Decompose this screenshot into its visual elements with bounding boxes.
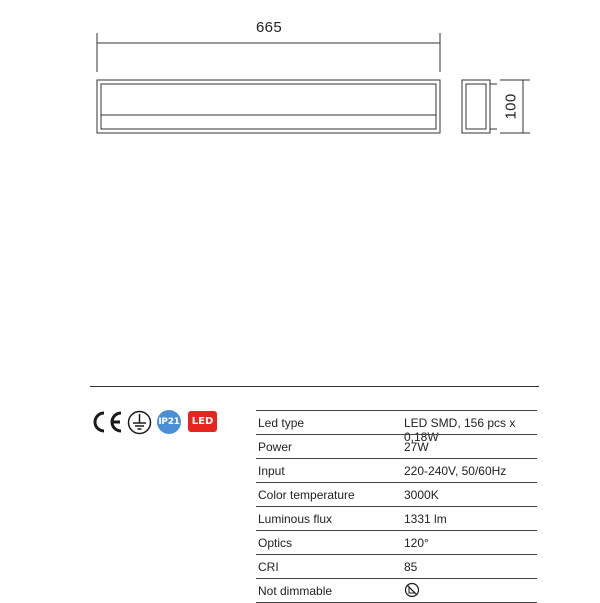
spec-row-led-type (256, 410, 537, 444)
front-view (97, 80, 440, 133)
spec-row-luminous-flux (256, 506, 537, 530)
height-dimension-label: 100 (502, 93, 520, 120)
spec-value: 220-240V, 50/60Hz (404, 464, 507, 478)
spec-label: Color temperature (258, 488, 355, 502)
spec-row-not-dimmable (256, 578, 537, 603)
spec-value: 27W (404, 440, 429, 454)
specifications-table (256, 410, 537, 603)
spec-label: Optics (258, 536, 293, 550)
spec-row-cri (256, 554, 537, 578)
spec-label: Power (258, 440, 293, 454)
spec-row-optics (256, 530, 537, 554)
spec-label: Led type (258, 416, 305, 430)
not-dimmable-icon (404, 582, 420, 598)
spec-label: Input (258, 464, 285, 478)
width-dimension-line (97, 33, 440, 72)
width-dimension-label: 665 (256, 19, 282, 36)
led-badge-icon: LED (188, 411, 217, 432)
ce-mark-icon (90, 410, 124, 434)
spec-row-power (256, 434, 537, 458)
spec-label: Not dimmable (258, 584, 333, 598)
spec-value: 120° (404, 536, 429, 550)
class-1-earth-icon (127, 410, 152, 435)
spec-value: 3000K (404, 488, 439, 502)
ip21-badge-icon: IP21 (157, 410, 181, 434)
side-view (462, 80, 497, 133)
spec-label: Luminous flux (258, 512, 333, 526)
spec-value: 1331 lm (404, 512, 447, 526)
section-divider (90, 386, 539, 387)
spec-value: LED SMD, 156 pcs x 0,18W (404, 416, 516, 444)
spec-label: CRI (258, 560, 279, 574)
spec-row-color-temperature (256, 482, 537, 506)
spec-value: 85 (404, 560, 418, 574)
spec-row-input (256, 458, 537, 482)
